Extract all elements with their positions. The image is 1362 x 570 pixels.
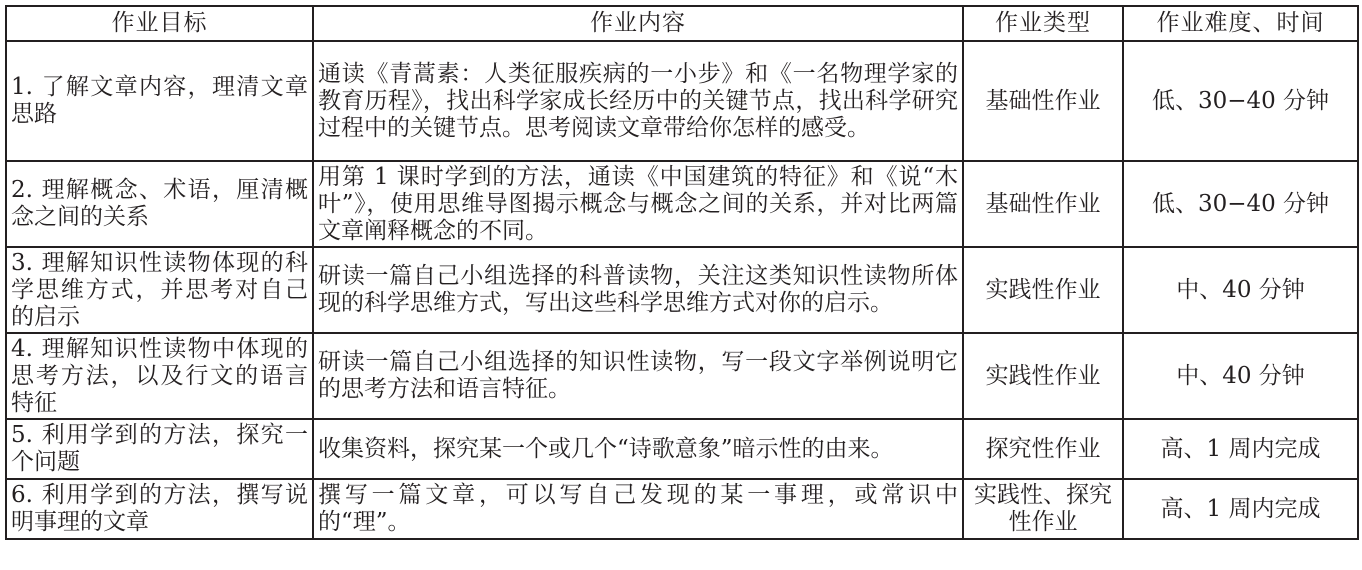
cell-difficulty: 低、30−40 分钟 (1123, 161, 1358, 247)
cell-content: 收集资料，探究某一个或几个“诗歌意象”暗示性的由来。 (313, 419, 963, 479)
cell-content: 通读《青蒿素：人类征服疾病的一小步》和《一名物理学家的教育历程》，找出科学家成长经历中的关键节点，找出科学研究过程中的关键节点。思考阅读文章带给你怎样的感受。 (313, 41, 963, 161)
cell-type: 基础性作业 (963, 41, 1123, 161)
cell-goal: 3. 理解知识性读物体现的科学思维方式，并思考对自己的启示 (6, 247, 313, 333)
cell-content: 撰写一篇文章，可以写自己发现的某一事理，或常识中的“理”。 (313, 479, 963, 539)
table-row (6, 419, 1358, 479)
cell-difficulty: 低、30−40 分钟 (1123, 41, 1358, 161)
homework-table (5, 5, 1359, 540)
table-row (6, 479, 1358, 539)
header-goal: 作业目标 (6, 6, 313, 41)
cell-goal: 6. 利用学到的方法，撰写说明事理的文章 (6, 479, 313, 539)
cell-content: 用第 1 课时学到的方法，通读《中国建筑的特征》和《说“木叶”》，使用思维导图揭示概念与概念之间的关系，并对比两篇文章阐释概念的不同。 (313, 161, 963, 247)
cell-goal: 4. 理解知识性读物中体现的思考方法，以及行文的语言特征 (6, 333, 313, 419)
table-row (6, 161, 1358, 247)
table-row (6, 333, 1358, 419)
cell-type: 探究性作业 (963, 419, 1123, 479)
cell-type: 实践性作业 (963, 333, 1123, 419)
cell-difficulty: 高、1 周内完成 (1123, 479, 1358, 539)
table-row (6, 41, 1358, 161)
cell-goal: 1. 了解文章内容，理清文章思路 (6, 41, 313, 161)
table-row (6, 247, 1358, 333)
cell-goal: 2. 理解概念、术语，厘清概念之间的关系 (6, 161, 313, 247)
cell-type: 实践性、探究性作业 (963, 479, 1123, 539)
cell-content: 研读一篇自己小组选择的知识性读物，写一段文字举例说明它的思考方法和语言特征。 (313, 333, 963, 419)
header-content: 作业内容 (313, 6, 963, 41)
header-row (6, 6, 1358, 41)
cell-difficulty: 中、40 分钟 (1123, 333, 1358, 419)
cell-type: 实践性作业 (963, 247, 1123, 333)
cell-goal: 5. 利用学到的方法，探究一个问题 (6, 419, 313, 479)
header-type: 作业类型 (963, 6, 1123, 41)
cell-difficulty: 中、40 分钟 (1123, 247, 1358, 333)
cell-type: 基础性作业 (963, 161, 1123, 247)
cell-difficulty: 高、1 周内完成 (1123, 419, 1358, 479)
header-difficulty: 作业难度、时间 (1123, 6, 1358, 41)
cell-content: 研读一篇自己小组选择的科普读物，关注这类知识性读物所体现的科学思维方式，写出这些科学思维方式对你的启示。 (313, 247, 963, 333)
